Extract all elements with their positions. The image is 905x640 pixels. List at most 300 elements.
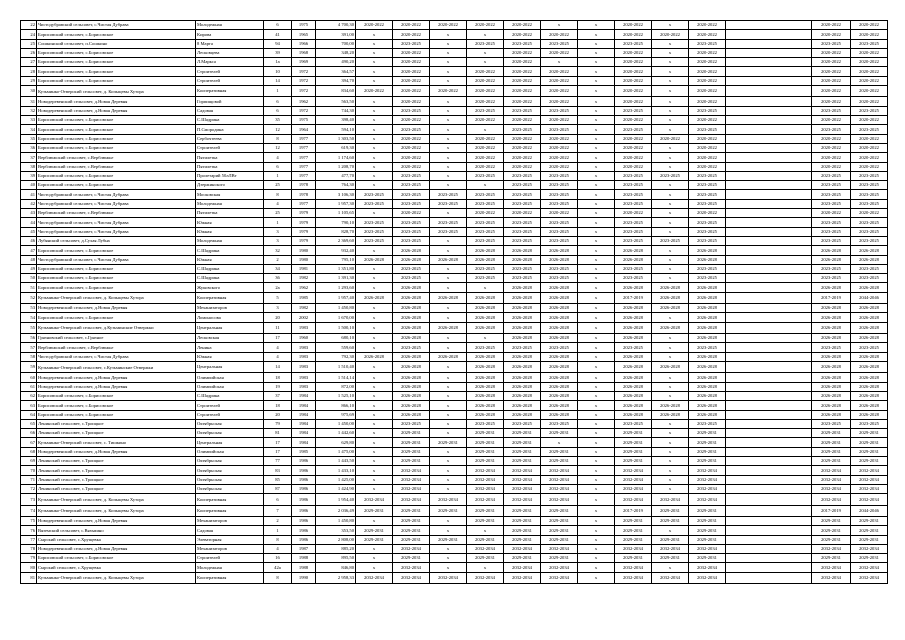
work-period-1-cell: x xyxy=(356,563,393,572)
work-period-7-cell: x xyxy=(578,236,615,245)
year-built-cell: 1980 xyxy=(292,246,316,255)
work-period-2-cell: 2026-2028 xyxy=(393,401,430,410)
work-period-6-cell: 2026-2028 xyxy=(541,334,578,343)
house-number-cell: 6 xyxy=(264,106,292,115)
work-period-7-cell: x xyxy=(578,494,615,505)
work-period-6-cell: 2032-2034 xyxy=(541,563,578,572)
work-period-1-cell: x xyxy=(356,484,393,493)
work-period-10-cell: 2023-2025 xyxy=(689,125,726,134)
area-cell: 1 351,80 xyxy=(316,264,356,273)
work-period-5-cell: 2020-2022 xyxy=(504,86,541,97)
area-cell: 477,70 xyxy=(316,171,356,180)
area-cell: 700,00 xyxy=(316,39,356,48)
work-period-11-cell: 2023-2025 xyxy=(812,227,851,236)
work-period-3-cell: x xyxy=(430,447,467,456)
spacer-cell-cell xyxy=(726,505,812,516)
house-number-cell: 17 xyxy=(264,447,292,456)
year-built-cell: 1984 xyxy=(292,438,316,447)
row-number-cell: 81 xyxy=(21,572,37,583)
work-period-2-cell: 2023-2025 xyxy=(393,106,430,115)
spacer-cell-cell xyxy=(726,283,812,292)
work-period-10-cell: 2029-2031 xyxy=(689,526,726,535)
street-cell: Молодежная xyxy=(196,236,264,245)
work-period-6-cell: 2023-2025 xyxy=(541,106,578,115)
locality-cell: Чистодубравский сельсовет, с.Чистая Дубрава xyxy=(37,227,196,236)
work-period-1-cell: 2029-2031 xyxy=(356,505,393,516)
work-period-1-cell: x xyxy=(356,246,393,255)
work-period-5-cell: 2023-2025 xyxy=(504,264,541,273)
work-period-9-cell: x xyxy=(652,382,689,391)
locality-cell: Кузьминко-Отверский сельсовет, д. Копыцевы Хутора xyxy=(37,572,196,583)
row-number-cell: 26 xyxy=(21,48,37,57)
work-period-4-cell: 2029-2031 xyxy=(467,438,504,447)
work-period-4-cell: x xyxy=(467,30,504,39)
work-period-2-cell: 2026-2028 xyxy=(393,373,430,382)
work-period-12-cell: 2029-2031 xyxy=(851,447,888,456)
work-period-3-cell: 2020-2022 xyxy=(430,86,467,97)
work-period-9-cell: x xyxy=(652,86,689,97)
work-period-5-cell: 2029-2031 xyxy=(504,526,541,535)
table-row xyxy=(21,153,888,162)
work-period-1-cell: 2029-2031 xyxy=(356,535,393,544)
locality-cell: Борисовский сельсовет, с.Борисовское xyxy=(37,171,196,180)
work-period-3-cell: x xyxy=(430,304,467,313)
work-period-2-cell: 2029-2031 xyxy=(393,429,430,438)
work-period-1-cell: 2023-2025 xyxy=(356,227,393,236)
work-period-6-cell: 2020-2022 xyxy=(541,143,578,152)
house-number-cell: 20 xyxy=(264,410,292,419)
house-number-cell: 19 xyxy=(264,382,292,391)
work-period-8-cell: 2020-2022 xyxy=(615,116,652,125)
work-period-11-cell: 2029-2031 xyxy=(812,535,851,544)
street-cell: Строителей xyxy=(196,76,264,85)
table-row xyxy=(21,246,888,255)
work-period-7-cell: x xyxy=(578,343,615,352)
work-period-11-cell: 2023-2025 xyxy=(812,236,851,245)
locality-cell: Чистодубравский сельсовет, с.Чистая Дубрава xyxy=(37,21,196,30)
work-period-10-cell: 2020-2022 xyxy=(689,209,726,218)
work-period-6-cell: 2023-2025 xyxy=(541,181,578,190)
spacer-cell-cell xyxy=(726,246,812,255)
table-row xyxy=(21,125,888,134)
work-period-4-cell: 2020-2022 xyxy=(467,153,504,162)
work-period-12-cell: 2026-2028 xyxy=(851,322,888,333)
work-period-7-cell: x xyxy=(578,125,615,134)
spacer-cell-cell xyxy=(726,236,812,245)
street-cell: Кооперативная xyxy=(196,572,264,583)
work-period-7-cell: x xyxy=(578,199,615,208)
work-period-5-cell: 2020-2022 xyxy=(504,143,541,152)
work-period-1-cell: x xyxy=(356,304,393,313)
locality-cell: Борисовский сельсовет, с.Борисовское xyxy=(37,274,196,283)
area-cell: 2 369,60 xyxy=(316,236,356,245)
work-period-9-cell: x xyxy=(652,48,689,57)
work-period-3-cell: x xyxy=(430,554,467,563)
work-period-2-cell: 2020-2022 xyxy=(393,209,430,218)
locality-cell: Новодеревенский сельсовет, д.Новая Деревня xyxy=(37,544,196,553)
work-period-4-cell: 2032-2034 xyxy=(467,494,504,505)
work-period-11-cell: 2020-2022 xyxy=(812,143,851,152)
locality-cell: Борисовский сельсовет, с.Борисовское xyxy=(37,410,196,419)
year-built-cell: 1986 xyxy=(292,526,316,535)
street-cell: Кирова xyxy=(196,30,264,39)
work-period-9-cell: 2026-2028 xyxy=(652,361,689,372)
locality-cell: Кузьминко-Отверский сельсовет, д. Копыцевы Хутора xyxy=(37,494,196,505)
spacer-cell-cell xyxy=(726,292,812,303)
work-period-1-cell: 2023-2025 xyxy=(356,199,393,208)
work-period-6-cell: 2026-2028 xyxy=(541,361,578,372)
work-period-8-cell: 2026-2028 xyxy=(615,401,652,410)
work-period-4-cell: 2026-2028 xyxy=(467,246,504,255)
work-period-4-cell: 2032-2034 xyxy=(467,484,504,493)
locality-cell: Чистодубравский сельсовет, с.Чистая Дубрава xyxy=(37,255,196,264)
row-number-cell: 67 xyxy=(21,438,37,447)
work-period-5-cell: 2023-2025 xyxy=(504,171,541,180)
locality-cell: Ленинский сельсовет, с.Троицкое xyxy=(37,419,196,428)
table-row xyxy=(21,143,888,152)
work-period-11-cell: 2026-2028 xyxy=(812,352,851,361)
work-period-4-cell: 2032-2034 xyxy=(467,475,504,484)
work-period-2-cell: 2023-2025 xyxy=(393,343,430,352)
work-period-1-cell: 2023-2025 xyxy=(356,218,393,227)
area-cell: 1 425,00 xyxy=(316,475,356,484)
work-period-7-cell: x xyxy=(578,143,615,152)
work-period-4-cell: 2020-2022 xyxy=(467,86,504,97)
work-period-8-cell: 2020-2022 xyxy=(615,153,652,162)
work-period-5-cell: 2020-2022 xyxy=(504,21,541,30)
street-cell: 8 Марта xyxy=(196,39,264,48)
work-period-9-cell: 2023-2025 xyxy=(652,236,689,245)
work-period-8-cell: 2032-2034 xyxy=(615,475,652,484)
work-period-11-cell: 2026-2028 xyxy=(812,334,851,343)
work-period-12-cell: 2026-2028 xyxy=(851,352,888,361)
work-period-9-cell: x xyxy=(652,106,689,115)
table-row xyxy=(21,352,888,361)
row-number-cell: 39 xyxy=(21,171,37,180)
work-period-1-cell: x xyxy=(356,382,393,391)
work-period-1-cell: x xyxy=(356,106,393,115)
street-cell: Молодежная xyxy=(196,199,264,208)
spacer-cell-cell xyxy=(726,86,812,97)
table-row xyxy=(21,106,888,115)
work-period-12-cell: 2020-2022 xyxy=(851,97,888,106)
work-period-9-cell: x xyxy=(652,162,689,171)
work-period-2-cell: 2023-2025 xyxy=(393,190,430,199)
work-period-8-cell: 2026-2028 xyxy=(615,283,652,292)
street-cell: Жуковского xyxy=(196,283,264,292)
work-period-11-cell: 2029-2031 xyxy=(812,447,851,456)
work-period-1-cell: x xyxy=(356,283,393,292)
year-built-cell: 1990 xyxy=(292,572,316,583)
work-period-8-cell: 2023-2025 xyxy=(615,190,652,199)
work-period-10-cell: 2023-2025 xyxy=(689,39,726,48)
work-period-4-cell: 2020-2022 xyxy=(467,97,504,106)
work-period-3-cell: x xyxy=(430,517,467,526)
work-period-9-cell: 2032-2034 xyxy=(652,544,689,553)
work-period-4-cell: 2029-2031 xyxy=(467,447,504,456)
work-period-6-cell: 2020-2022 xyxy=(541,76,578,85)
work-period-1-cell: x xyxy=(356,401,393,410)
spacer-cell-cell xyxy=(726,517,812,526)
house-number-cell: 3 xyxy=(264,304,292,313)
work-period-10-cell: 2020-2022 xyxy=(689,162,726,171)
street-cell: Садовая xyxy=(196,526,264,535)
table-row xyxy=(21,572,888,583)
work-period-6-cell: 2023-2025 xyxy=(541,218,578,227)
work-period-4-cell: 2023-2025 xyxy=(467,274,504,283)
year-built-cell: 1986 xyxy=(292,494,316,505)
spacer-cell-cell xyxy=(726,382,812,391)
row-number-cell: 75 xyxy=(21,517,37,526)
work-period-3-cell: x xyxy=(430,134,467,143)
work-period-9-cell: 2026-2028 xyxy=(652,410,689,419)
area-cell: 790,10 xyxy=(316,218,356,227)
work-period-2-cell: 2020-2022 xyxy=(393,143,430,152)
year-built-cell: 1983 xyxy=(292,361,316,372)
work-period-6-cell: 2026-2028 xyxy=(541,352,578,361)
work-period-4-cell: 2023-2025 xyxy=(467,190,504,199)
work-period-5-cell: 2026-2028 xyxy=(504,334,541,343)
work-period-5-cell: 2023-2025 xyxy=(504,39,541,48)
work-period-2-cell: 2029-2031 xyxy=(393,517,430,526)
table-row xyxy=(21,401,888,410)
spacer-cell-cell xyxy=(726,48,812,57)
spacer-cell-cell xyxy=(726,39,812,48)
work-period-10-cell: 2023-2025 xyxy=(689,190,726,199)
work-period-8-cell: 2026-2028 xyxy=(615,304,652,313)
work-period-9-cell: 2032-2034 xyxy=(652,494,689,505)
work-period-5-cell: 2026-2028 xyxy=(504,313,541,322)
work-period-10-cell: 2026-2028 xyxy=(689,382,726,391)
work-period-3-cell: x xyxy=(430,382,467,391)
work-period-9-cell: x xyxy=(652,181,689,190)
work-period-2-cell: 2029-2031 xyxy=(393,505,430,516)
street-cell: Октябрьская xyxy=(196,484,264,493)
row-number-cell: 57 xyxy=(21,343,37,352)
locality-cell: Кузьминко-Отверский сельсовет, с. Тишкино xyxy=(37,438,196,447)
work-period-1-cell: x xyxy=(356,334,393,343)
work-period-6-cell: 2020-2022 xyxy=(541,134,578,143)
year-built-cell: 1979 xyxy=(292,227,316,236)
work-period-11-cell: 2023-2025 xyxy=(812,218,851,227)
work-period-6-cell: x xyxy=(541,21,578,30)
work-period-9-cell: x xyxy=(652,227,689,236)
work-period-9-cell: 2029-2031 xyxy=(652,517,689,526)
work-period-6-cell: 2020-2022 xyxy=(541,209,578,218)
street-cell: Ломоносова xyxy=(196,313,264,322)
work-period-8-cell: 2032-2034 xyxy=(615,563,652,572)
work-period-8-cell: 2020-2022 xyxy=(615,30,652,39)
locality-cell: Грязновский сельсовет, с.Грязное xyxy=(37,334,196,343)
work-period-2-cell: 2023-2025 xyxy=(393,274,430,283)
area-cell: 1 293,60 xyxy=(316,283,356,292)
work-period-9-cell: x xyxy=(652,419,689,428)
work-period-7-cell: x xyxy=(578,39,615,48)
work-period-4-cell: 2020-2022 xyxy=(467,67,504,76)
work-period-8-cell: 2029-2031 xyxy=(615,517,652,526)
street-cell: С.Шадрина xyxy=(196,116,264,125)
spacer-cell-cell xyxy=(726,125,812,134)
work-period-7-cell: x xyxy=(578,447,615,456)
table-row xyxy=(21,76,888,85)
house-number-cell: 8 xyxy=(264,190,292,199)
table-row xyxy=(21,505,888,516)
house-number-cell: 4 xyxy=(264,153,292,162)
work-period-10-cell: 2026-2028 xyxy=(689,352,726,361)
work-period-8-cell: 2029-2031 xyxy=(615,535,652,544)
work-period-7-cell: x xyxy=(578,401,615,410)
spacer-cell-cell xyxy=(726,419,812,428)
work-period-7-cell: x xyxy=(578,544,615,553)
work-period-11-cell: 2026-2028 xyxy=(812,410,851,419)
work-period-1-cell: x xyxy=(356,209,393,218)
street-cell: Октябрьская xyxy=(196,466,264,475)
work-period-5-cell: 2020-2022 xyxy=(504,162,541,171)
work-period-4-cell: x xyxy=(467,48,504,57)
work-period-7-cell: x xyxy=(578,264,615,273)
work-period-12-cell: 2020-2022 xyxy=(851,21,888,30)
work-period-4-cell: x xyxy=(467,334,504,343)
work-period-12-cell: 2020-2022 xyxy=(851,116,888,125)
work-period-12-cell: 2026-2028 xyxy=(851,255,888,264)
work-period-5-cell: 2023-2025 xyxy=(504,236,541,245)
work-period-7-cell: x xyxy=(578,227,615,236)
work-period-3-cell: 2023-2025 xyxy=(430,227,467,236)
work-period-8-cell: 2026-2028 xyxy=(615,352,652,361)
work-period-9-cell: x xyxy=(652,526,689,535)
row-number-cell: 59 xyxy=(21,361,37,372)
work-period-5-cell: 2020-2022 xyxy=(504,97,541,106)
table-row xyxy=(21,410,888,419)
house-number-cell: 1а xyxy=(264,58,292,67)
year-built-cell: 1985 xyxy=(292,292,316,303)
street-cell: Молодежная xyxy=(196,563,264,572)
work-period-8-cell: 2023-2025 xyxy=(615,264,652,273)
work-period-5-cell: 2026-2028 xyxy=(504,322,541,333)
work-period-10-cell: 2020-2022 xyxy=(689,86,726,97)
house-number-cell: 3 xyxy=(264,227,292,236)
table-row xyxy=(21,236,888,245)
work-period-7-cell: x xyxy=(578,209,615,218)
table-row xyxy=(21,190,888,199)
table-row xyxy=(21,116,888,125)
area-cell: 764,30 xyxy=(316,181,356,190)
area-cell: 391,00 xyxy=(316,30,356,39)
work-period-4-cell: 2023-2025 xyxy=(467,39,504,48)
area-cell: 1 450,00 xyxy=(316,419,356,428)
row-number-cell: 70 xyxy=(21,466,37,475)
house-number-cell: 94 xyxy=(264,39,292,48)
spacer-cell-cell xyxy=(726,106,812,115)
table-row xyxy=(21,97,888,106)
year-built-cell: 1962 xyxy=(292,283,316,292)
house-number-cell: 79 xyxy=(264,419,292,428)
work-period-3-cell: x xyxy=(430,475,467,484)
year-built-cell: 1977 xyxy=(292,171,316,180)
work-period-11-cell: 2032-2034 xyxy=(812,563,851,572)
street-cell: Центральная xyxy=(196,322,264,333)
spacer-cell-cell xyxy=(726,199,812,208)
row-number-cell: 38 xyxy=(21,162,37,171)
table-row xyxy=(21,304,888,313)
work-period-3-cell: x xyxy=(430,391,467,400)
work-period-12-cell: 2026-2028 xyxy=(851,283,888,292)
area-cell: 398,40 xyxy=(316,116,356,125)
work-period-9-cell: x xyxy=(652,313,689,322)
street-cell: Кооперативная xyxy=(196,292,264,303)
work-period-1-cell: x xyxy=(356,322,393,333)
area-cell: 1 303,50 xyxy=(316,134,356,143)
work-period-2-cell: 2020-2022 xyxy=(393,21,430,30)
row-number-cell: 22 xyxy=(21,21,37,30)
work-period-11-cell: 2023-2025 xyxy=(812,264,851,273)
spacer-cell-cell xyxy=(726,274,812,283)
year-built-cell: 1983 xyxy=(292,343,316,352)
house-number-cell: 3 xyxy=(264,236,292,245)
work-period-3-cell: x xyxy=(430,361,467,372)
spacer-cell-cell xyxy=(726,162,812,171)
house-number-cell: 1 xyxy=(264,218,292,227)
work-period-11-cell: 2029-2031 xyxy=(812,457,851,466)
spacer-cell-cell xyxy=(726,466,812,475)
work-period-10-cell: 2032-2034 xyxy=(689,563,726,572)
table-row xyxy=(21,429,888,438)
work-period-12-cell: 2032-2034 xyxy=(851,544,888,553)
work-period-5-cell: 2026-2028 xyxy=(504,292,541,303)
table-row xyxy=(21,86,888,97)
work-period-4-cell: 2020-2022 xyxy=(467,209,504,218)
work-period-2-cell: 2023-2025 xyxy=(393,125,430,134)
work-period-3-cell: x xyxy=(430,313,467,322)
year-built-cell: 1962 xyxy=(292,97,316,106)
work-period-4-cell: 2029-2031 xyxy=(467,429,504,438)
work-period-3-cell: 2026-2028 xyxy=(430,255,467,264)
work-period-11-cell: 2020-2022 xyxy=(812,67,851,76)
work-period-11-cell: 2026-2028 xyxy=(812,361,851,372)
work-period-11-cell: 2029-2031 xyxy=(812,429,851,438)
work-period-5-cell: 2023-2025 xyxy=(504,274,541,283)
area-cell: 1 510,40 xyxy=(316,361,356,372)
work-period-3-cell: 2029-2031 xyxy=(430,438,467,447)
year-built-cell: 1969 xyxy=(292,58,316,67)
work-period-2-cell: 2023-2025 xyxy=(393,236,430,245)
house-number-cell: 77 xyxy=(264,457,292,466)
area-cell: 1 670,00 xyxy=(316,313,356,322)
work-period-4-cell: 2023-2025 xyxy=(467,218,504,227)
work-period-3-cell: x xyxy=(430,39,467,48)
spacer-cell-cell xyxy=(726,572,812,583)
locality-cell: Новодеревенский сельсовет, д.Новая Деревня xyxy=(37,373,196,382)
work-period-3-cell: x xyxy=(430,153,467,162)
work-period-7-cell: x xyxy=(578,373,615,382)
work-period-2-cell: 2032-2034 xyxy=(393,466,430,475)
work-period-7-cell: x xyxy=(578,457,615,466)
work-period-7-cell: x xyxy=(578,361,615,372)
spacer-cell-cell xyxy=(726,391,812,400)
work-period-9-cell: 2020-2022 xyxy=(652,30,689,39)
house-number-cell: 36 xyxy=(264,274,292,283)
work-period-6-cell: 2032-2034 xyxy=(541,494,578,505)
table-row xyxy=(21,554,888,563)
locality-cell: Борисовский сельсовет, с.Борисовское xyxy=(37,76,196,85)
work-period-10-cell: 2029-2031 xyxy=(689,505,726,516)
work-period-9-cell: x xyxy=(652,438,689,447)
year-built-cell: 1983 xyxy=(292,322,316,333)
work-period-2-cell: 2029-2031 xyxy=(393,526,430,535)
work-period-7-cell: x xyxy=(578,410,615,419)
year-built-cell: 1980 xyxy=(292,255,316,264)
house-number-cell: 6 xyxy=(264,494,292,505)
